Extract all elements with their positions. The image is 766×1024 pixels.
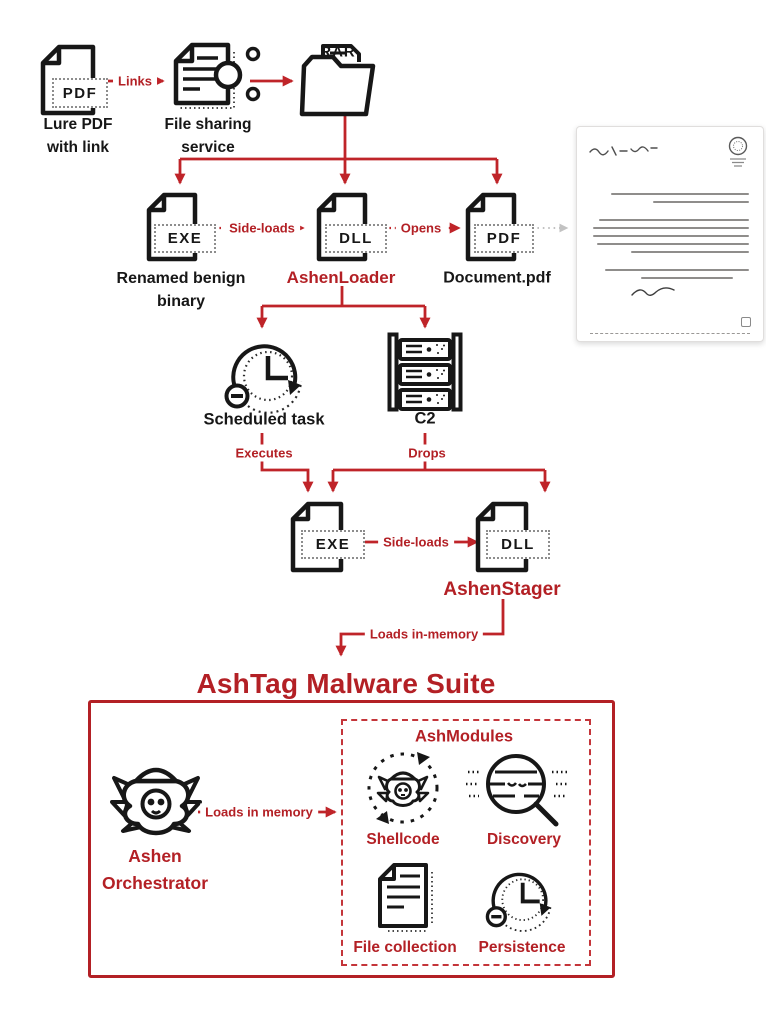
edge-label-opens: Opens	[396, 220, 446, 237]
module-file-collection-label: File collection	[353, 939, 457, 956]
reference-number-scribble	[587, 143, 661, 159]
dll-badge: DLL	[325, 224, 387, 253]
ashmodules-title: AshModules	[414, 727, 514, 746]
letter-text-line	[605, 269, 749, 271]
letter-text-line	[597, 243, 749, 245]
spider-skull-icon	[110, 756, 202, 844]
official-emblem-icon	[725, 135, 751, 169]
edge-label-drops: Drops	[403, 445, 451, 462]
letter-text-line	[631, 251, 749, 253]
edge-label-side-loads-2: Side-loads	[378, 534, 454, 551]
signature-scribble	[629, 283, 677, 301]
c2-label: C2	[414, 409, 436, 428]
letter-text-line	[611, 193, 749, 195]
scheduled-task-label: Scheduled task	[203, 410, 325, 429]
rar-label: RAR	[320, 43, 356, 61]
edge-label-loads-in-memory-1: Loads in-memory	[365, 626, 483, 643]
letter-footer-line	[590, 333, 750, 334]
exe-badge: EXE	[301, 530, 365, 559]
exe-badge: EXE	[154, 224, 216, 253]
edge-label-side-loads-1: Side-loads	[224, 220, 300, 237]
letter-text-line	[593, 227, 749, 229]
lure-pdf-label: Lure PDF with link	[43, 116, 113, 156]
discovery-magnifier-icon	[464, 752, 570, 832]
file-sharing-label: File sharing service	[164, 116, 252, 156]
c2-server-icon	[387, 332, 463, 412]
dll-badge: DLL	[486, 530, 550, 559]
suite-title: AshTag Malware Suite	[196, 668, 496, 699]
edge-label-links: Links	[113, 73, 157, 90]
renamed-binary-label: Renamed benign binary	[116, 270, 246, 310]
letter-text-line	[641, 277, 733, 279]
document-pdf-label: Document.pdf	[443, 269, 551, 287]
ashenstager-label: AshenStager	[443, 579, 561, 600]
module-shellcode-label: Shellcode	[366, 831, 440, 848]
edge-label-executes: Executes	[230, 445, 297, 462]
ashenloader-label: AshenLoader	[286, 268, 396, 287]
module-persistence-label: Persistence	[478, 939, 566, 956]
shellcode-spider-icon	[360, 748, 446, 830]
pdf-badge: PDF	[52, 78, 108, 108]
edge-label-loads-in-memory-2: Loads in memory	[200, 804, 318, 821]
persistence-clock-icon	[485, 864, 557, 932]
file-collection-document-icon	[376, 862, 434, 934]
page-number-mark	[741, 317, 751, 327]
arabic-letter-document	[576, 126, 764, 342]
letter-text-line	[653, 201, 749, 203]
letter-text-line	[599, 219, 749, 221]
scheduled-task-clock-icon	[224, 334, 308, 414]
pdf-badge: PDF	[474, 224, 534, 253]
module-discovery-label: Discovery	[486, 831, 562, 848]
orchestrator-label: Ashen Orchestrator	[101, 846, 209, 893]
letter-text-line	[593, 235, 749, 237]
